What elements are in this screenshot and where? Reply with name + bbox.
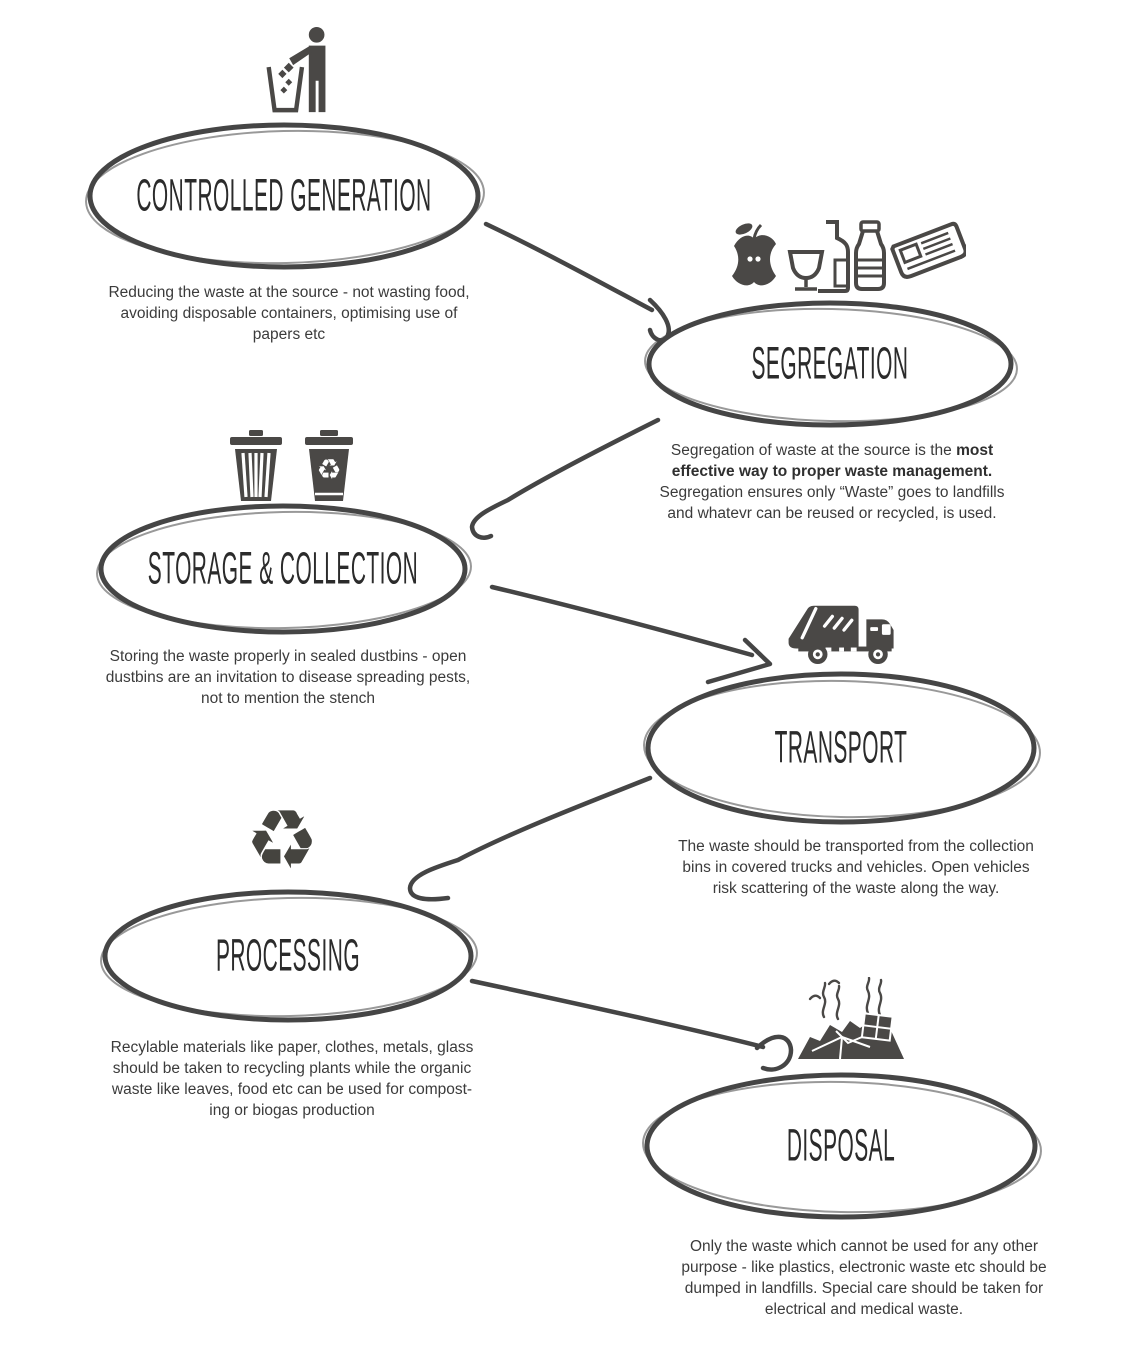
arrow-controlled-generation-to-segregation [486,224,669,340]
wine-bottle-glass-icon [790,222,848,291]
litter-man-icon [258,26,342,121]
smoke-and-birds [810,978,881,1019]
caption-storage-collection: Storing the waste properly in sealed dustbins - open dustbins are an invitation to disease spreading pests, not to mention the stench [105,648,471,707]
landfill-smoke-icon [796,977,908,1068]
step-title-storage-collection: STORAGE & COLLECTION [147,542,419,594]
step-title-controlled-generation: CONTROLLED GENERATION [136,169,432,221]
caption-segregation: Segregation of waste at the source is the most effective way to proper waste management. Segregation ensures only “Waste” goes to landfills and whatevr can be reused or recycled, is used. [659,442,1005,522]
newspaper-icon [892,222,966,279]
arrow-processing-to-disposal [472,981,791,1069]
caption-disposal: Only the waste which cannot be used for any other purpose - like plastics, electronic waste etc should be dumped in landfills. Special care should be taken for electrical and medical waste. [681,1238,1047,1318]
caption-transport: The waste should be transported from the collection bins in covered trucks and vehicles. Open vehicles risk scattering of the waste along the way. [678,838,1034,897]
recycling-symbol-icon: ♻ [245,793,319,888]
segregation-icons-row [726,220,966,299]
caption-processing: Recylable materials like paper, clothes, metals, glass should be taken to recycling plants while the organic waste like leaves, food etc can be used for compost- ing or biogas production [110,1039,474,1119]
arrow-storage-collection-to-transport [492,587,770,682]
trash-can-icon [230,430,282,501]
recycle-symbol-on-bin: ♻ [316,453,342,486]
step-title-disposal: DISPOSAL [786,1119,896,1171]
plastic-bottle-icon [856,222,884,289]
arrow-transport-to-processing [410,778,650,899]
step-title-transport: TRANSPORT [774,721,908,773]
garbage-truck-icon [780,596,908,671]
arrow-segregation-to-storage-collection [472,420,658,538]
caption-controlled-generation: Reducing the waste at the source - not wasting food, avoiding disposable containers, optimising use of papers etc [108,284,470,343]
step-title-processing: PROCESSING [215,929,361,981]
recycle-bin-icon [305,430,353,501]
apple-core-icon [732,221,776,285]
step-title-segregation: SEGREGATION [751,337,909,389]
garbage-mound [798,1013,904,1059]
storage-icons-row [227,429,359,508]
